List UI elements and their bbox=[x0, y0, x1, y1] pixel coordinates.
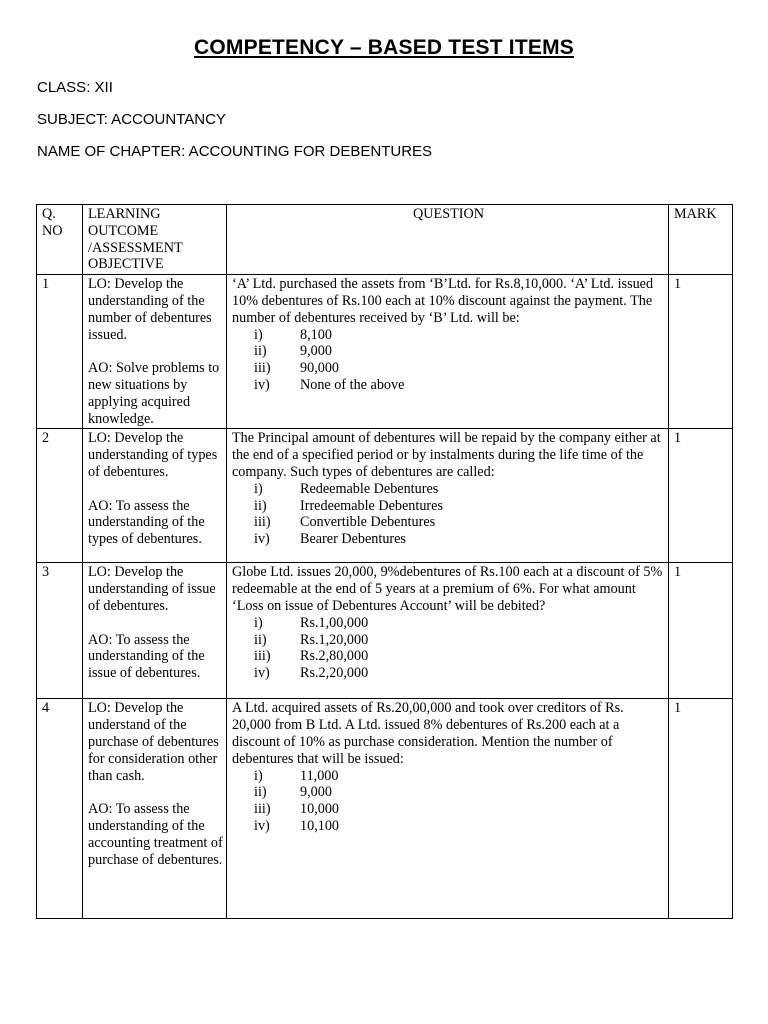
question-text: The Principal amount of debentures will be repaid by the company either at the end of a specified period or by instalments during the life time of the company. Such types of debentures are called: bbox=[232, 430, 661, 480]
option-number: iv) bbox=[254, 817, 270, 834]
table-row bbox=[37, 563, 733, 699]
learning-outcome: LO: Develop the understanding of the number of debentures issued. bbox=[88, 276, 212, 343]
question-number: 4 bbox=[37, 699, 83, 919]
option-item bbox=[232, 514, 665, 531]
option-item bbox=[232, 377, 665, 394]
options-list bbox=[232, 615, 665, 682]
option-item bbox=[232, 818, 665, 835]
header-objective: LEARNING OUTCOME /ASSESSMENT OBJECTIVE bbox=[83, 205, 227, 275]
question-cell bbox=[227, 563, 669, 699]
assessment-objective: AO: Solve problems to new situations by applying acquired knowledge. bbox=[88, 360, 220, 427]
options-list bbox=[232, 327, 665, 394]
option-text: Rs.2,80,000 bbox=[300, 648, 369, 665]
option-item bbox=[232, 768, 665, 785]
option-item bbox=[232, 801, 665, 818]
option-text: Irredeemable Debentures bbox=[300, 497, 443, 514]
table-row bbox=[37, 275, 733, 429]
option-number: i) bbox=[254, 614, 263, 631]
question-text: A Ltd. acquired assets of Rs.20,00,000 and took over creditors of Rs. 20,000 from B Ltd. A Ltd. issued 8% debentures of Rs.200 each at a discount of 10% as purchase consideration. Mention the number of debentures that will be issued: bbox=[232, 700, 624, 767]
option-item bbox=[232, 343, 665, 360]
option-item bbox=[232, 498, 665, 515]
option-number: iii) bbox=[254, 648, 271, 665]
objective-cell bbox=[83, 563, 227, 699]
option-number: ii) bbox=[254, 631, 267, 648]
objective-cell bbox=[83, 429, 227, 563]
option-text: Rs.2,20,000 bbox=[300, 665, 369, 682]
option-text: 10,000 bbox=[300, 801, 340, 818]
option-number: i) bbox=[254, 767, 263, 784]
table-header-row bbox=[37, 205, 733, 275]
mark-cell: 1 bbox=[669, 563, 733, 699]
question-text: ‘A’ Ltd. purchased the assets from ‘B’Ltd. for Rs.8,10,000. ‘A’ Ltd. issued 10% debentures of Rs.100 each at 10% discount against the payment. The number of debentures received by ‘B’ Ltd. will be: bbox=[232, 276, 654, 326]
option-text: 9,000 bbox=[300, 784, 332, 801]
question-number: 2 bbox=[37, 429, 83, 563]
question-cell bbox=[227, 275, 669, 429]
option-text: 11,000 bbox=[300, 767, 339, 784]
option-number: i) bbox=[254, 326, 263, 343]
document-title: COMPETENCY – BASED TEST ITEMS bbox=[194, 36, 574, 59]
questions-table bbox=[36, 204, 733, 919]
mark-cell: 1 bbox=[669, 429, 733, 563]
option-text: 9,000 bbox=[300, 343, 332, 360]
option-text: None of the above bbox=[300, 376, 405, 393]
option-text: Redeemable Debentures bbox=[300, 480, 439, 497]
option-number: iii) bbox=[254, 514, 271, 531]
learning-outcome: LO: Develop the understand of the purchase of debentures for consideration other than cash. bbox=[88, 700, 219, 784]
option-item bbox=[232, 632, 665, 649]
option-item bbox=[232, 360, 665, 377]
header-qno: Q. NO bbox=[37, 205, 83, 275]
question-cell bbox=[227, 699, 669, 919]
question-text: Globe Ltd. issues 20,000, 9%debentures of Rs.100 each at a discount of 5% redeemable at the end of 5 years at a premium of 6%. For what amount ‘Loss on issue of Debentures Account’ will be debited? bbox=[232, 564, 663, 614]
question-cell bbox=[227, 429, 669, 563]
option-text: Bearer Debentures bbox=[300, 531, 406, 548]
option-number: iv) bbox=[254, 665, 270, 682]
question-number: 1 bbox=[37, 275, 83, 429]
option-item bbox=[232, 615, 665, 632]
options-list bbox=[232, 481, 665, 548]
assessment-objective: AO: To assess the understanding of the types of debentures. bbox=[88, 497, 205, 548]
chapter-line: NAME OF CHAPTER: ACCOUNTING FOR DEBENTURES bbox=[37, 143, 433, 160]
header-question: QUESTION bbox=[227, 205, 669, 275]
option-item bbox=[232, 784, 665, 801]
option-number: iv) bbox=[254, 376, 270, 393]
option-number: ii) bbox=[254, 784, 267, 801]
option-text: Rs.1,00,000 bbox=[300, 614, 369, 631]
option-item bbox=[232, 327, 665, 344]
mark-cell: 1 bbox=[669, 699, 733, 919]
question-number: 3 bbox=[37, 563, 83, 699]
table-row bbox=[37, 699, 733, 919]
subject-line: SUBJECT: ACCOUNTANCY bbox=[37, 111, 226, 128]
header-mark: MARK bbox=[669, 205, 733, 275]
option-item bbox=[232, 665, 665, 682]
objective-cell bbox=[83, 699, 227, 919]
learning-outcome: LO: Develop the understanding of types of debentures. bbox=[88, 430, 218, 480]
option-text: 90,000 bbox=[300, 360, 340, 377]
option-text: Rs.1,20,000 bbox=[300, 631, 369, 648]
mark-cell: 1 bbox=[669, 275, 733, 429]
option-number: ii) bbox=[254, 497, 267, 514]
option-text: 10,100 bbox=[300, 817, 340, 834]
option-item bbox=[232, 531, 665, 548]
option-number: i) bbox=[254, 480, 263, 497]
option-number: ii) bbox=[254, 343, 267, 360]
learning-outcome: LO: Develop the understanding of issue of debentures. bbox=[88, 564, 216, 614]
options-list bbox=[232, 768, 665, 835]
assessment-objective: AO: To assess the understanding of the accounting treatment of purchase of debentures. bbox=[88, 801, 223, 868]
class-line: CLASS: XII bbox=[37, 79, 113, 96]
option-number: iii) bbox=[254, 801, 271, 818]
option-number: iv) bbox=[254, 531, 270, 548]
assessment-objective: AO: To assess the understanding of the issue of debentures. bbox=[88, 631, 205, 682]
option-number: iii) bbox=[254, 360, 271, 377]
option-item bbox=[232, 648, 665, 665]
option-text: 8,100 bbox=[300, 326, 332, 343]
table-row bbox=[37, 429, 733, 563]
option-text: Convertible Debentures bbox=[300, 514, 436, 531]
objective-cell bbox=[83, 275, 227, 429]
option-item bbox=[232, 481, 665, 498]
